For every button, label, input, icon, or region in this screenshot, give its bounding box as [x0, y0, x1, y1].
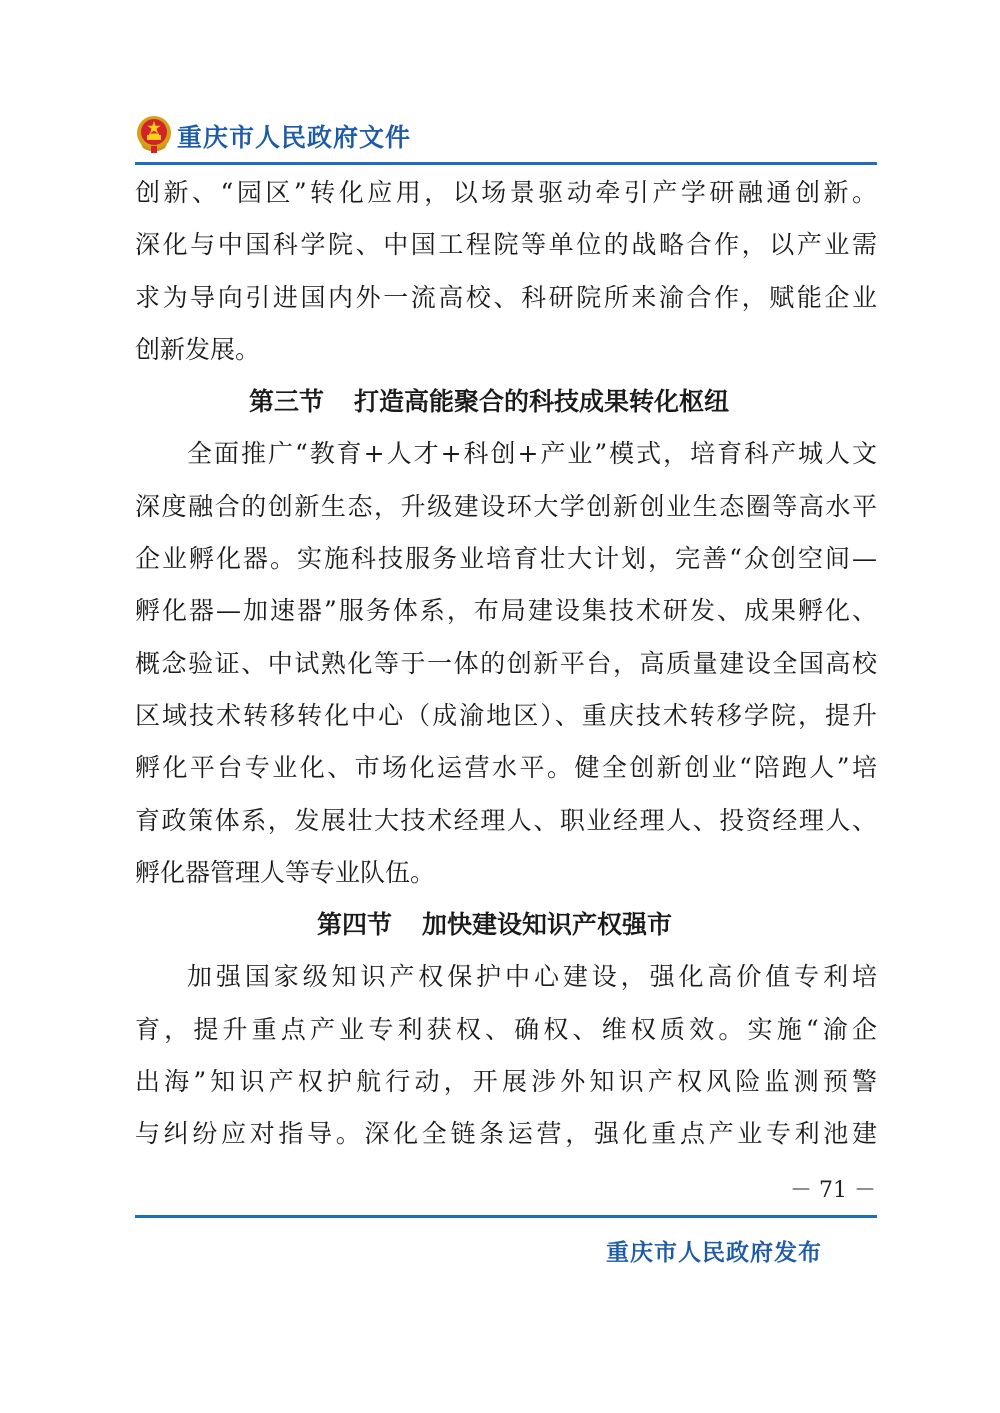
header-divider	[135, 162, 877, 165]
text-line: 孵化平台专业化、市场化运营水平。健全创新创业“陪跑人”培	[135, 753, 877, 783]
text-line: 出海”知识产权护航行动，开展涉外知识产权风险监测预警	[135, 1067, 877, 1097]
text-line: 孵化器—加速器”服务体系，布局建设集技术研发、成果孵化、	[135, 596, 877, 626]
paragraph	[135, 951, 877, 1160]
text-line: 育政策体系，发展壮大技术经理人、职业经理人、投资经理人、	[135, 805, 877, 835]
section-number: 第四节	[317, 910, 393, 940]
header-title: 重庆市人民政府文件	[177, 123, 412, 152]
document-header	[135, 112, 877, 162]
text-line: 企业孵化器。实施科技服务业培育壮大计划，完善“众创空间—	[135, 544, 877, 574]
text-line: 创新发展。	[135, 334, 261, 364]
page-number: － 71 －	[790, 1178, 876, 1203]
text-line: 求为导向引进国内外一流高校、科研院所来渝合作，赋能企业	[135, 282, 877, 312]
text-line: 深度融合的创新生态，升级建设环大学创新创业生态圈等高水平	[135, 491, 877, 521]
text-line: 深化与中国科学院、中国工程院等单位的战略合作，以产业需	[135, 230, 877, 260]
text-line: 加强国家级知识产权保护中心建设，强化高价值专利培	[187, 962, 877, 992]
section-title: 加快建设知识产权强市	[422, 910, 673, 940]
text-line: 区域技术转移转化中心（成渝地区）、重庆技术转移学院，提升	[135, 700, 877, 730]
paragraph	[135, 428, 877, 899]
section-heading	[135, 899, 877, 951]
paragraph	[135, 167, 877, 376]
section-heading	[135, 376, 877, 428]
text-line: 育，提升重点产业专利获权、确权、维权质效。实施“渝企	[135, 1014, 877, 1044]
text-line: 孵化器管理人等专业队伍。	[135, 857, 436, 887]
footer-divider	[135, 1215, 877, 1218]
text-line: 与纠纷应对指导。深化全链条运营，强化重点产业专利池建	[135, 1119, 877, 1149]
text-line: 全面推广“教育+人才+科创+产业”模式，培育科产城人文	[187, 439, 877, 469]
document-body	[135, 167, 877, 1161]
text-line: 创新、“园区”转化应用，以场景驱动牵引产学研融通创新。	[135, 178, 877, 207]
text-line: 概念验证、中试熟化等于一体的创新平台，高质量建设全国高校	[135, 648, 877, 678]
section-title: 打造高能聚合的科技成果转化枢纽	[354, 387, 730, 417]
section-number: 第三节	[249, 387, 325, 417]
national-emblem-icon	[135, 114, 173, 154]
footer-publisher: 重庆市人民政府发布	[606, 1240, 822, 1266]
